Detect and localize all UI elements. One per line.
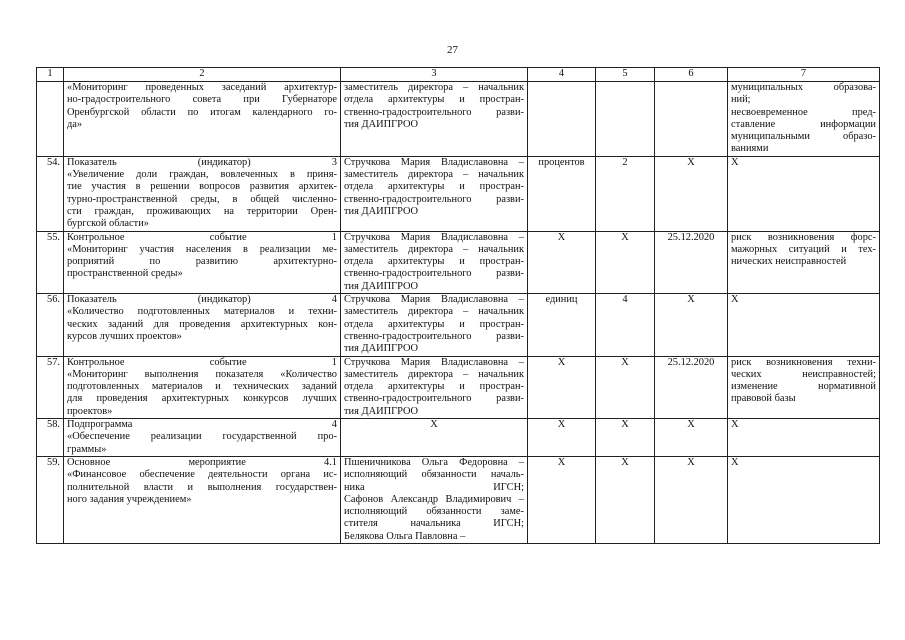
name-cell — [64, 294, 341, 356]
risk-cell-line: ческих неисправностей; — [731, 368, 876, 380]
name-cell-line: Показатель (индикатор) 4 — [67, 294, 337, 306]
unit-cell — [528, 82, 596, 157]
column-header: 7 — [728, 68, 880, 82]
name-cell-line: «Финансовое обеспечение деятельности органа ис- — [67, 469, 337, 481]
value-cell: 4 — [596, 294, 655, 356]
table-row — [37, 231, 880, 293]
name-cell-line: ного задания учреждением» — [67, 493, 192, 505]
name-cell-line: «Мониторинг участия населения в реализации ме- — [67, 243, 337, 255]
unit-cell: X — [528, 419, 596, 457]
responsible-cell-line: заместитель директора – начальник — [344, 306, 524, 318]
risk-cell-line: риск возникновения техни- — [731, 356, 876, 368]
responsible-cell — [341, 356, 528, 418]
name-cell-line: «Мониторинг проведенных заседаний архитектур- — [67, 82, 337, 93]
risk-cell-line: несвоевременное пред- — [731, 106, 876, 118]
name-cell-line: «Обеспечение реализации государственной про- — [67, 431, 337, 443]
row-number-cell: 58. — [37, 419, 64, 457]
table-row — [37, 82, 880, 157]
risk-cell-line: X — [731, 419, 739, 431]
responsible-cell-line: ственно-градостроительного разви- — [344, 106, 524, 118]
name-cell-line: тие участия в решении вопросов развития архитек- — [67, 181, 337, 193]
responsible-cell-line: Стручкова Мария Владиславовна – — [344, 156, 524, 168]
name-cell — [64, 231, 341, 293]
risk-cell-line: мажорных ситуаций и тех- — [731, 243, 876, 255]
name-cell-line: Подпрограмма 4 — [67, 419, 337, 431]
date-cell: X — [655, 156, 728, 231]
unit-cell: X — [528, 356, 596, 418]
column-header: 3 — [341, 68, 528, 82]
table-body — [37, 82, 880, 544]
name-cell-line: «Увеличение доли граждан, вовлеченных в приня- — [67, 169, 337, 181]
responsible-cell-line: тия ДАИПГРОО — [344, 405, 418, 417]
responsible-cell-line: исполняющий обязанности заме- — [344, 506, 524, 518]
unit-cell: X — [528, 456, 596, 543]
responsible-cell-line: ственно-градостроительного разви- — [344, 330, 524, 342]
responsible-cell-line: Сафонов Александр Владимирович – — [344, 493, 524, 505]
responsible-cell-line: тия ДАИПГРОО — [344, 343, 418, 355]
responsible-cell-line: отдела архитектуры и простран- — [344, 256, 524, 268]
name-cell-line: для проведения архитектурных конкурсов лучших — [67, 393, 337, 405]
responsible-cell-line: Пшеничникова Ольга Федоровна – — [344, 456, 524, 468]
risk-cell-line: муниципальными образо- — [731, 131, 876, 143]
name-cell-line: подготовленных материалов и технических заданий — [67, 381, 337, 393]
responsible-cell-line: Стручкова Мария Владиславовна – — [344, 356, 524, 368]
responsible-cell-line: тия ДАИПГРОО — [344, 118, 418, 130]
responsible-cell-line: отдела архитектуры и простран- — [344, 181, 524, 193]
name-cell-line: курсов лучших проектов» — [67, 330, 182, 342]
name-cell-line: Оренбургской области по итогам календарного го- — [67, 106, 337, 118]
risk-cell-line: изменение нормативной — [731, 381, 876, 393]
name-cell — [64, 156, 341, 231]
responsible-cell-line: заместитель директора – начальник — [344, 243, 524, 255]
column-header: 6 — [655, 68, 728, 82]
plan-table — [36, 67, 880, 544]
name-cell-line: сти граждан, проживающих на территории Орен- — [67, 205, 337, 217]
risk-cell-line: ваниями — [731, 143, 769, 155]
value-cell: X — [596, 456, 655, 543]
value-cell: 2 — [596, 156, 655, 231]
column-header: 2 — [64, 68, 341, 82]
responsible-cell-line: отдела архитектуры и простран- — [344, 381, 524, 393]
responsible-cell — [341, 456, 528, 543]
row-number-cell — [37, 82, 64, 157]
risk-cell-line: риск возникновения форс- — [731, 231, 876, 243]
row-number-cell: 56. — [37, 294, 64, 356]
date-cell: X — [655, 419, 728, 457]
date-cell — [655, 82, 728, 157]
risk-cell-line: ставление информации — [731, 118, 876, 130]
name-cell-line: Основное мероприятие 4.1 — [67, 456, 337, 468]
responsible-cell-line: тия ДАИПГРОО — [344, 205, 418, 217]
risk-cell — [728, 356, 880, 418]
risk-cell — [728, 156, 880, 231]
row-number-cell: 57. — [37, 356, 64, 418]
date-cell: 25.12.2020 — [655, 356, 728, 418]
row-number-cell: 54. — [37, 156, 64, 231]
unit-cell: X — [528, 231, 596, 293]
name-cell-line: Показатель (индикатор) 3 — [67, 156, 337, 168]
column-header: 1 — [37, 68, 64, 82]
name-cell-line: Контрольное событие 1 — [67, 356, 337, 368]
date-cell: 25.12.2020 — [655, 231, 728, 293]
name-cell — [64, 456, 341, 543]
responsible-cell-line: ственно-градостроительного разви- — [344, 393, 524, 405]
responsible-cell-line: отдела архитектуры и простран- — [344, 94, 524, 106]
responsible-cell-line: исполняющий обязанности началь- — [344, 469, 524, 481]
name-cell-line: пространственной среды» — [67, 268, 183, 280]
name-cell-line: полнительной власти и выполнения государствен- — [67, 481, 337, 493]
risk-cell-line: X — [731, 456, 739, 468]
name-cell — [64, 356, 341, 418]
name-cell — [64, 419, 341, 457]
column-header: 5 — [596, 68, 655, 82]
date-cell: X — [655, 456, 728, 543]
responsible-cell-line: ника ИГСН; — [344, 481, 524, 493]
risk-cell — [728, 419, 880, 457]
table-header-row — [37, 68, 880, 82]
responsible-cell-line: заместитель директора – начальник — [344, 368, 524, 380]
risk-cell — [728, 231, 880, 293]
risk-cell-line: правовой базы — [731, 393, 796, 405]
responsible-cell-line: Стручкова Мария Владиславовна – — [344, 294, 524, 306]
risk-cell-line: муниципальных образова- — [731, 82, 876, 93]
name-cell-line: но-градостроительного совета при Губернаторе — [67, 94, 337, 106]
name-cell-line: «Мониторинг выполнения показателя «Количество — [67, 368, 337, 380]
table-row — [37, 294, 880, 356]
responsible-cell — [341, 294, 528, 356]
unit-cell: единиц — [528, 294, 596, 356]
responsible-cell-line: стителя начальника ИГСН; — [344, 518, 524, 530]
table-row — [37, 156, 880, 231]
responsible-cell-line: X — [430, 419, 438, 431]
risk-cell — [728, 456, 880, 543]
responsible-cell-line: Белякова Ольга Павловна – — [344, 530, 466, 542]
responsible-cell — [341, 231, 528, 293]
responsible-cell — [341, 419, 528, 457]
responsible-cell — [341, 156, 528, 231]
name-cell-line: проектов» — [67, 405, 113, 417]
page-number: 27 — [447, 44, 458, 56]
responsible-cell-line: отдела архитектуры и простран- — [344, 318, 524, 330]
unit-cell: процентов — [528, 156, 596, 231]
risk-cell — [728, 294, 880, 356]
responsible-cell-line: заместитель директора – начальник — [344, 169, 524, 181]
row-number-cell: 59. — [37, 456, 64, 543]
responsible-cell — [341, 82, 528, 157]
risk-cell-line: X — [731, 294, 739, 306]
risk-cell-line: нических неисправностей — [731, 256, 847, 268]
row-number-cell: 55. — [37, 231, 64, 293]
responsible-cell-line: Стручкова Мария Владиславовна – — [344, 231, 524, 243]
responsible-cell-line: тия ДАИПГРОО — [344, 280, 418, 292]
name-cell-line: бургской области» — [67, 218, 149, 230]
responsible-cell-line: ственно-градостроительного разви- — [344, 193, 524, 205]
name-cell-line: ческих заданий для проведения архитектурных кон- — [67, 318, 337, 330]
name-cell-line: Контрольное событие 1 — [67, 231, 337, 243]
name-cell-line: «Количество подготовленных материалов и техни- — [67, 306, 337, 318]
name-cell-line: да» — [67, 118, 83, 130]
table-row — [37, 356, 880, 418]
risk-cell-line: X — [731, 156, 739, 168]
name-cell — [64, 82, 341, 157]
responsible-cell-line: заместитель директора – начальник — [344, 82, 524, 93]
column-header: 4 — [528, 68, 596, 82]
risk-cell — [728, 82, 880, 157]
name-cell-line: граммы» — [67, 443, 107, 455]
date-cell: X — [655, 294, 728, 356]
responsible-cell-line: ственно-градостроительного разви- — [344, 268, 524, 280]
value-cell: X — [596, 419, 655, 457]
table-row — [37, 419, 880, 457]
value-cell: X — [596, 356, 655, 418]
value-cell: X — [596, 231, 655, 293]
table-row — [37, 456, 880, 543]
name-cell-line: роприятий по развитию архитектурно- — [67, 256, 337, 268]
name-cell-line: турно-пространственной среды, в общей численно- — [67, 193, 337, 205]
risk-cell-line: ний; — [731, 94, 751, 106]
value-cell — [596, 82, 655, 157]
